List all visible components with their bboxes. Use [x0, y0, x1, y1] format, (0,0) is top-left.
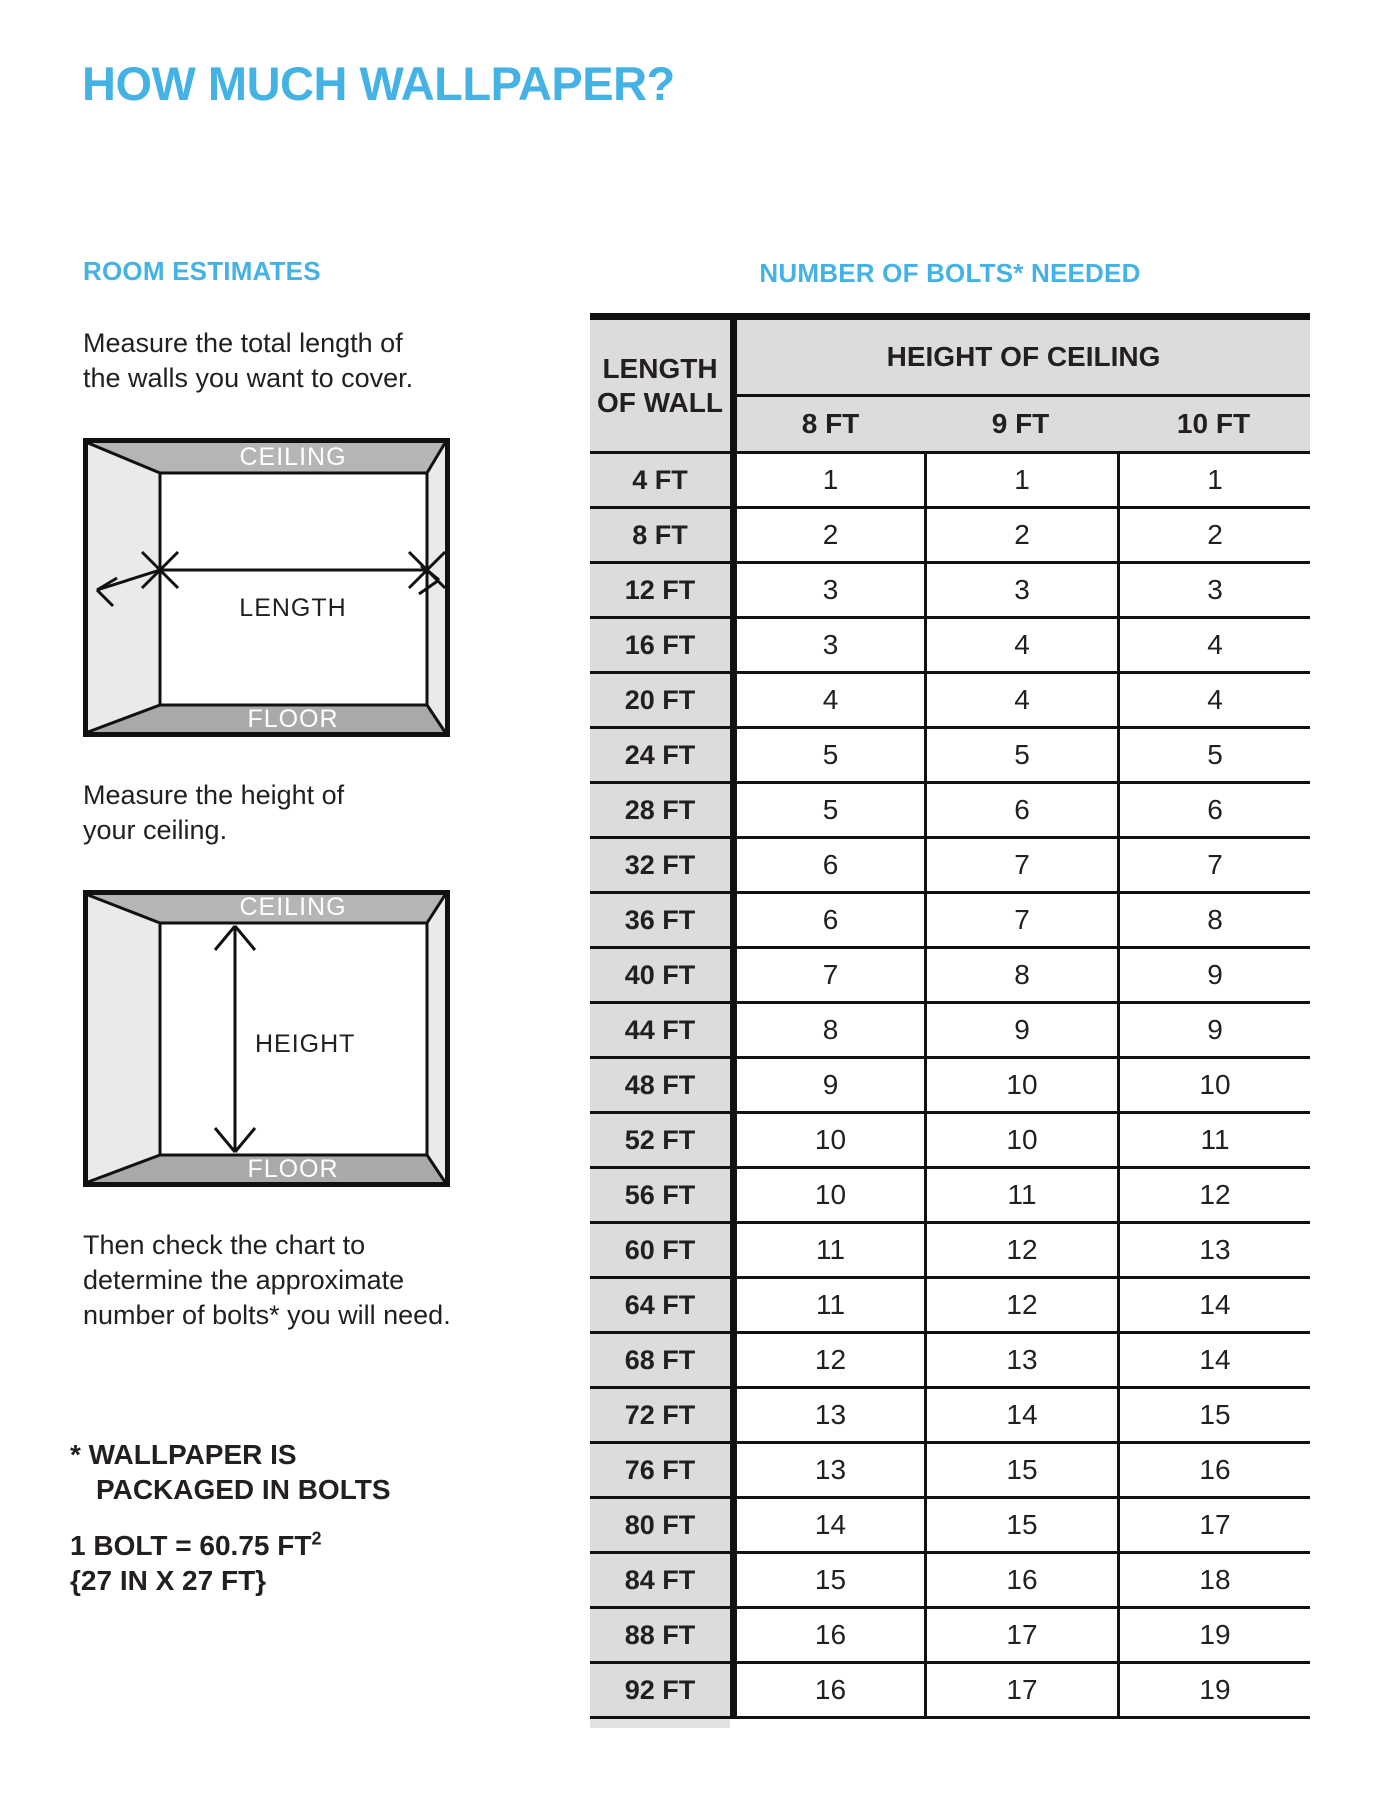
- height-label: HEIGHT: [255, 1030, 356, 1058]
- bolt-value-cell: 4: [924, 619, 1117, 674]
- bolt-value-cell: 16: [1117, 1444, 1310, 1499]
- bolt-value-cell: 13: [924, 1334, 1117, 1389]
- bolt-definition-line2: {27 IN X 27 FT}: [70, 1565, 267, 1596]
- bolt-value-cell: 17: [1117, 1499, 1310, 1554]
- row-length-cell: 12 FT: [590, 564, 730, 619]
- bolt-value-cell: 7: [924, 839, 1117, 894]
- bolt-value-cell: 10: [730, 1114, 924, 1169]
- row-length-cell: 64 FT: [590, 1279, 730, 1334]
- bolt-value-cell: 6: [730, 894, 924, 949]
- row-length-cell: 44 FT: [590, 1004, 730, 1059]
- row-length-cell: 92 FT: [590, 1664, 730, 1719]
- bolt-value-cell: 19: [1117, 1664, 1310, 1719]
- bolt-value-cell: 14: [730, 1499, 924, 1554]
- instruction-line: Then check the chart to: [83, 1230, 366, 1260]
- row-length-cell: 48 FT: [590, 1059, 730, 1114]
- row-length-cell: 4 FT: [590, 454, 730, 509]
- bolt-value-cell: 9: [924, 1004, 1117, 1059]
- room-diagram-height: [83, 890, 450, 1187]
- bolt-value-cell: 6: [730, 839, 924, 894]
- page-title: HOW MUCH WALLPAPER?: [82, 57, 675, 110]
- bolt-value-cell: 2: [730, 509, 924, 564]
- row-length-cell: 60 FT: [590, 1224, 730, 1279]
- bolt-value-cell: 13: [730, 1444, 924, 1499]
- col-header-9ft: 9 FT: [924, 397, 1117, 454]
- row-length-cell: 80 FT: [590, 1499, 730, 1554]
- bolt-value-cell: 11: [1117, 1114, 1310, 1169]
- bolt-value-cell: 5: [1117, 729, 1310, 784]
- length-of-wall-header-line: OF WALL: [597, 386, 723, 418]
- bolt-value-cell: 10: [730, 1169, 924, 1224]
- instruction-measure-height: [83, 778, 344, 848]
- floor-label: FLOOR: [247, 1155, 339, 1183]
- bolt-value-cell: 13: [730, 1389, 924, 1444]
- floor-label: FLOOR: [247, 705, 339, 733]
- bolt-value-cell: 8: [924, 949, 1117, 1004]
- bolt-value-cell: 7: [730, 949, 924, 1004]
- ceiling-label: CEILING: [239, 893, 347, 921]
- row-length-cell: 52 FT: [590, 1114, 730, 1169]
- table-heading: NUMBER OF BOLTS* NEEDED: [759, 258, 1141, 288]
- squared-superscript: 2: [311, 1528, 322, 1549]
- footnote-line: PACKAGED IN BOLTS: [96, 1474, 391, 1505]
- bolt-value-cell: 19: [1117, 1609, 1310, 1664]
- bolt-value-cell: 12: [1117, 1169, 1310, 1224]
- length-of-wall-header-line: LENGTH: [602, 352, 718, 384]
- bolt-value-cell: 4: [730, 674, 924, 729]
- bolt-value-cell: 7: [924, 894, 1117, 949]
- bolt-value-cell: 3: [924, 564, 1117, 619]
- instruction-line: the walls you want to cover.: [83, 363, 414, 393]
- row-length-cell: 8 FT: [590, 509, 730, 564]
- bolt-value-cell: 4: [1117, 619, 1310, 674]
- bolt-value-cell: 18: [1117, 1554, 1310, 1609]
- right-wall: [427, 895, 445, 1182]
- bolt-equation: 1 BOLT = 60.75 FT: [70, 1530, 312, 1561]
- bolt-value-cell: 13: [1117, 1224, 1310, 1279]
- instruction-line: your ceiling.: [83, 815, 228, 845]
- bolt-value-cell: 9: [1117, 949, 1310, 1004]
- bolt-value-cell: 2: [1117, 509, 1310, 564]
- footnote-line: * WALLPAPER IS: [70, 1439, 297, 1470]
- bolt-value-cell: 12: [924, 1279, 1117, 1334]
- bolt-value-cell: 3: [730, 564, 924, 619]
- row-length-cell: 72 FT: [590, 1389, 730, 1444]
- row-length-cell: 32 FT: [590, 839, 730, 894]
- bolt-value-cell: 11: [924, 1169, 1117, 1224]
- row-length-cell: 88 FT: [590, 1609, 730, 1664]
- bolt-value-cell: 1: [730, 454, 924, 509]
- bolt-value-cell: 15: [924, 1444, 1117, 1499]
- bolt-value-cell: 16: [730, 1609, 924, 1664]
- bolt-value-cell: 14: [924, 1389, 1117, 1444]
- bolt-value-cell: 17: [924, 1664, 1117, 1719]
- bolt-definition-line1: [70, 1528, 321, 1563]
- bolt-value-cell: 5: [730, 784, 924, 839]
- bolt-value-cell: 17: [924, 1609, 1117, 1664]
- height-of-ceiling-header: HEIGHT OF CEILING: [730, 320, 1310, 397]
- bolt-value-cell: 16: [730, 1664, 924, 1719]
- bolt-value-cell: 6: [1117, 784, 1310, 839]
- bolt-definition: [70, 1528, 321, 1598]
- row-length-cell: 28 FT: [590, 784, 730, 839]
- bolt-value-cell: 12: [924, 1224, 1117, 1279]
- bolt-value-cell: 10: [1117, 1059, 1310, 1114]
- bolt-value-cell: 15: [1117, 1389, 1310, 1444]
- bolt-value-cell: 15: [730, 1554, 924, 1609]
- bolt-value-cell: 10: [924, 1114, 1117, 1169]
- ceiling-label: CEILING: [239, 443, 347, 471]
- bolt-value-cell: 9: [1117, 1004, 1310, 1059]
- bolt-value-cell: 3: [1117, 564, 1310, 619]
- bolts-table: [590, 313, 1310, 1719]
- row-length-cell: 24 FT: [590, 729, 730, 784]
- col-header-8ft: 8 FT: [730, 397, 924, 454]
- bolt-value-cell: 11: [730, 1279, 924, 1334]
- row-length-cell: 56 FT: [590, 1169, 730, 1224]
- bolt-value-cell: 11: [730, 1224, 924, 1279]
- bolt-value-cell: 4: [924, 674, 1117, 729]
- bolt-value-cell: 14: [1117, 1334, 1310, 1389]
- bolt-value-cell: 14: [1117, 1279, 1310, 1334]
- bolt-value-cell: 8: [1117, 894, 1310, 949]
- bolt-value-cell: 5: [730, 729, 924, 784]
- left-wall: [88, 895, 160, 1182]
- bolt-value-cell: 15: [924, 1499, 1117, 1554]
- col-header-10ft: 10 FT: [1117, 397, 1310, 454]
- room-diagram-length: [83, 438, 450, 737]
- row-length-cell: 84 FT: [590, 1554, 730, 1609]
- row-length-cell: 36 FT: [590, 894, 730, 949]
- row-length-cell: 40 FT: [590, 949, 730, 1004]
- bolt-value-cell: 8: [730, 1004, 924, 1059]
- length-of-wall-header: [590, 320, 730, 454]
- instruction-check-chart: [83, 1228, 451, 1333]
- bolt-value-cell: 10: [924, 1059, 1117, 1114]
- bolt-value-cell: 9: [730, 1059, 924, 1114]
- bolt-value-cell: 5: [924, 729, 1117, 784]
- bolt-value-cell: 6: [924, 784, 1117, 839]
- bolt-value-cell: 4: [1117, 674, 1310, 729]
- section-heading-room-estimates: ROOM ESTIMATES: [83, 256, 321, 286]
- bolt-value-cell: 16: [924, 1554, 1117, 1609]
- bolt-value-cell: 2: [924, 509, 1117, 564]
- row-length-cell: 20 FT: [590, 674, 730, 729]
- bolt-value-cell: 3: [730, 619, 924, 674]
- instruction-line: determine the approximate: [83, 1265, 405, 1295]
- instruction-line: number of bolts* you will need.: [83, 1300, 451, 1330]
- row-length-cell: 76 FT: [590, 1444, 730, 1499]
- bolt-value-cell: 1: [924, 454, 1117, 509]
- row-length-cell: 68 FT: [590, 1334, 730, 1389]
- row-length-cell: 16 FT: [590, 619, 730, 674]
- bolt-value-cell: 7: [1117, 839, 1310, 894]
- instruction-line: Measure the total length of: [83, 328, 403, 358]
- length-label: LENGTH: [239, 594, 347, 622]
- footnote-wallpaper-bolts: [70, 1437, 391, 1507]
- instruction-line: Measure the height of: [83, 780, 345, 810]
- bolt-value-cell: 12: [730, 1334, 924, 1389]
- instruction-measure-length: [83, 326, 413, 396]
- bolt-value-cell: 1: [1117, 454, 1310, 509]
